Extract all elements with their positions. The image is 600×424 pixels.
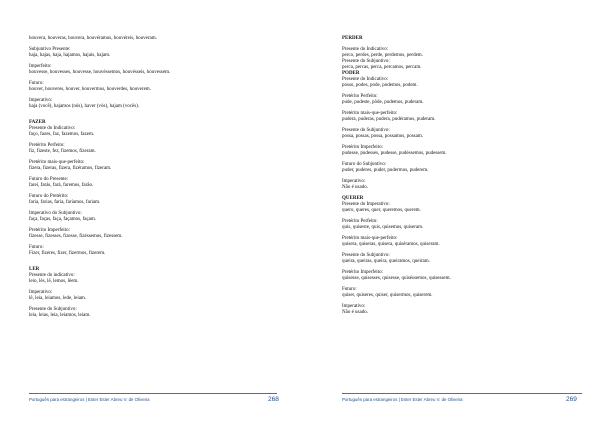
text-line: pudera, puderas, pudera, pudéramos, puderam.: [342, 117, 436, 122]
text-line: pudesse, pudesses, pudesse, pudéssemos, pudessem.: [342, 151, 447, 156]
text-line: queira, queiras, queira, queiramos, queiram.: [342, 259, 430, 264]
text-line: Fizer, fizeres, fizer, fizermos, fizerem.: [29, 251, 106, 256]
text-line: possa, possas, possa, possamos, possam.: [342, 134, 423, 139]
verb-heading: FAZER: [29, 120, 46, 125]
text-line: farei, farás, fará, faremos, farão.: [29, 183, 94, 188]
right-page: [300, 0, 600, 424]
text-line: fizera, fizeras, fizera, fizéramos, fizeram.: [29, 166, 112, 171]
text-line: Pretérito Imperfeito:: [342, 145, 383, 150]
text-line: Pretérito mais-que-perfeito:: [342, 111, 398, 116]
text-line: perco, perdes, perde, perdemos, perdem.: [342, 53, 423, 58]
text-line: leia, leias, leia, leiamos, leiam.: [29, 313, 91, 318]
verb-heading: LER: [29, 267, 40, 272]
left-page-number: 268: [268, 396, 279, 403]
text-line: Presente do indicativo:: [29, 273, 75, 278]
text-line: Subjuntivo Presente:: [29, 47, 71, 52]
text-line: Pretérito Perfeito:: [342, 219, 378, 224]
text-line: Presente do Imperativo:: [342, 202, 390, 207]
text-line: Pretérito mais-que-perfeito:: [342, 236, 398, 241]
text-line: faria, farias, faria, faríamos, fariam.: [29, 200, 101, 205]
text-line: haja (você), hajamos (nós), haver (vós), hajam (vocês).: [29, 104, 140, 109]
text-line: haja, hajas, haja, hajamos, hajais, hajam.: [29, 53, 111, 58]
text-line: Presente do Subjuntivo:: [29, 307, 77, 312]
text-line: quiser, quiseres, quiser, quisermos, quiserem.: [342, 293, 433, 298]
text-line: Pretérito Imperfeito:: [342, 270, 383, 275]
text-line: posso, podes, pode, podemos, podem.: [342, 83, 418, 88]
right-page-number: 269: [566, 396, 577, 403]
text-line: faço, fazes, faz, fazemos, fazem.: [29, 132, 95, 137]
left-page-content: [29, 36, 279, 319]
text-line: faça, faças, faça, façamos, façam.: [29, 217, 97, 222]
text-line: quis, quiseste, quis, quisemos, quiseram.: [342, 225, 424, 230]
text-line: Presente do Subjuntivo:: [342, 253, 390, 258]
text-line: houvera, houveras, houvera, houvéramos, houvéreis, houveram.: [29, 36, 157, 41]
text-line: Pretérito Perfeito:: [342, 94, 378, 99]
text-line: houvesse, houvesses, houvesse, houvéssemos, houvésseis, houvessem.: [29, 70, 171, 75]
text-line: Presente do Subjuntivo:: [342, 59, 390, 64]
right-footer-text: Português para estrangeiros | Ester Ester Abreu V. de Oliveira: [342, 397, 463, 402]
text-line: lê, leia, leiamos, lede, leiam.: [29, 296, 87, 301]
text-line: Imperativo:: [29, 290, 53, 295]
text-line: Imperativo do Subjuntivo:: [29, 211, 82, 216]
text-line: Futuro do Presente:: [29, 177, 69, 182]
text-line: Imperativo:: [342, 179, 366, 184]
text-line: Não é usado.: [342, 185, 368, 190]
spacer: [29, 257, 279, 267]
left-footer-text: Português para estrangeiros | Ester Ester Abreu V. de Oliveira: [29, 397, 150, 402]
text-line: quisera, quiseras, quisera, quiséramos, quiseram.: [342, 242, 440, 247]
text-line: Futuro:: [29, 245, 44, 250]
text-line: Imperativo:: [29, 98, 53, 103]
text-line: Presente do Subjuntivo:: [342, 128, 390, 133]
text-line: fizesse, fizesses, fizesse, fizéssemos, fizessem.: [29, 234, 123, 239]
text-line: Futuro do Pretérito:: [29, 194, 69, 199]
text-line: quero, queres, quer, queremos, querem.: [342, 208, 421, 213]
text-line: houver, houveres, houver, houvermos, houverdes, houverem.: [29, 87, 151, 92]
text-line: perca, percas, perca, percamos, percam.: [342, 65, 422, 70]
text-line: leio, lês, lê, lemos, lêem.: [29, 279, 79, 284]
right-footer-rule: [342, 393, 582, 394]
verb-heading: PERDER: [342, 36, 363, 41]
text-line: Pretérito mais-que-perfeito:: [29, 160, 85, 165]
right-page-content: [342, 36, 582, 316]
text-line: pude, pudeste, pôde, pudemos, puderam.: [342, 100, 424, 105]
verb-heading: PODER: [342, 71, 360, 76]
spacer: [29, 110, 279, 120]
text-line: Imperativo:: [342, 304, 366, 309]
text-line: Imperfeito:: [29, 64, 52, 69]
text-line: puder, puderes, puder, pudermos, puderem.: [342, 168, 429, 173]
text-line: quisesse, quisesses, quisesse, quiséssemos, quisessem.: [342, 276, 451, 281]
text-line: Futuro:: [342, 287, 357, 292]
text-line: Presente do Indicativo:: [29, 126, 76, 131]
text-line: Presente do Indicativo:: [342, 77, 389, 82]
text-line: Pretérito Imperfeito:: [29, 228, 70, 233]
text-line: Futuro:: [29, 81, 44, 86]
left-footer-rule: [29, 393, 277, 394]
text-line: Futuro do Subjuntivo:: [342, 162, 387, 167]
text-line: Não é usado.: [342, 310, 368, 315]
verb-heading: QUERER: [342, 196, 364, 201]
text-line: fiz, fizeste, fez, fizemos, fizeram.: [29, 149, 96, 154]
text-line: Pretérito Perfeito:: [29, 143, 65, 148]
text-line: Presente do Indicativo:: [342, 47, 389, 52]
